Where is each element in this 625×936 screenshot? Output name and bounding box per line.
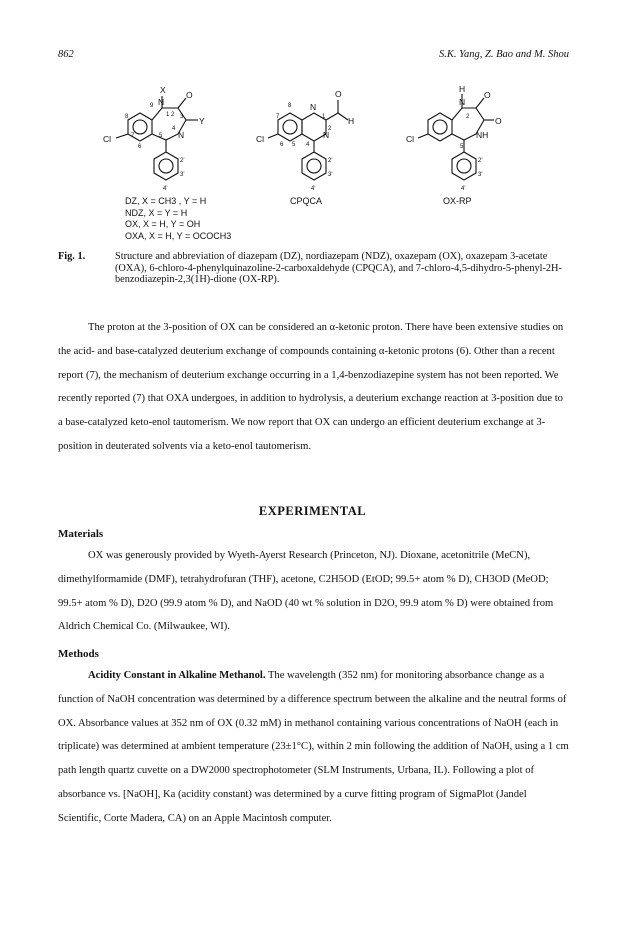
- svg-text:1: 1: [322, 114, 326, 120]
- svg-text:2': 2': [478, 158, 483, 164]
- materials-heading: Materials: [58, 528, 104, 540]
- atom-n-oxrp: N: [459, 97, 466, 107]
- svg-text:4: 4: [172, 126, 176, 132]
- svg-text:4: 4: [306, 142, 310, 148]
- def-dz: DZ, X = CH3 , Y = H: [125, 196, 207, 206]
- atom-nh-oxrp: NH: [476, 130, 489, 140]
- atom-n1-cpqca: N: [310, 102, 317, 112]
- svg-text:4': 4': [461, 186, 466, 192]
- svg-text:4': 4': [163, 186, 168, 192]
- methods-heading: Methods: [58, 648, 99, 660]
- svg-text:6: 6: [280, 142, 284, 148]
- svg-text:3': 3': [180, 172, 185, 178]
- svg-text:6: 6: [138, 144, 142, 150]
- atom-cl: Cl: [103, 134, 112, 144]
- structure-benzodiazepine-atoms: [103, 85, 205, 192]
- chemical-structures: [0, 80, 625, 200]
- label-cpqca: CPQCA: [290, 196, 323, 206]
- structure-benzodiazepine: [116, 96, 198, 180]
- structure-cpqca: [268, 100, 348, 180]
- svg-text:8: 8: [125, 114, 129, 120]
- atom-o2-oxrp: O: [495, 116, 502, 126]
- running-head: S.K. Yang, Z. Bao and M. Shou: [438, 49, 569, 60]
- abbreviation-definitions: [125, 196, 231, 242]
- page-number: 862: [58, 49, 74, 60]
- methods-text: The wavelength (352 nm) for monitoring absorbance change as a function of NaOH concentration was determined by a difference spectrum between the alkaline and the neutral forms of OX. Absorbance values at 352 nm of OX (0.32 mM) in methanol containing various concentrations of NaOH (each in triplicate) was determined at ambient temperature (23±1°C), within 2 min following the addition of NaOH, using a 1 cm path length quartz cuvette on a DW2000 spectrophotometer (SLM Instruments, Urbana, IL). Following a plot of absorbance vs. [NaOH], Ka (acidity constant) was determined by a curve fitting program of SigmaPlot (Jandel Scientific, Corte Madera, CA) on an Apple Macintosh computer.: [58, 670, 569, 824]
- intro-paragraph: The proton at the 3-position of OX can be considered an α-ketonic proton. There have been extensive studies on the acid- and base-catalyzed deuterium exchange of compounds containing α-ketonic protons (6). Other than a recent report (7), the mechanism of deuterium exchange occurring in a 1,4-benzodiazepine system has not been reported. We recently reported (7) that OXA undergoes, in addition to hydrolysis, a deuterium exchange reaction at 3-position due to a base-catalyzed keto-enol tautomerism. We now report that OX can undergo an efficient deuterium exchange at 3-position in deuterated solvents via a keto-enol tautomerism.: [58, 322, 564, 452]
- svg-text:1 2: 1 2: [166, 112, 175, 118]
- svg-text:7: 7: [131, 133, 135, 139]
- atom-y: Y: [199, 116, 205, 126]
- svg-text:5: 5: [460, 144, 464, 150]
- atom-cl-cpqca: Cl: [256, 134, 265, 144]
- section-title-experimental: EXPERIMENTAL: [258, 504, 367, 518]
- figure-label: Fig. 1.: [58, 251, 86, 262]
- def-ox: OX, X = H, Y = OH: [125, 219, 201, 229]
- materials-paragraph: OX was generously provided by Wyeth-Ayerst Research (Princeton, NJ). Dioxane, acetonitrile (MeCN), dimethylformamide (DMF), tetrahydrofuran (THF), acetone, C2H5OD (EtOD; 99.5+ atom % D), CH3OD (MeOD; 99.5+ atom % D), D2O (99.9 atom % D), and NaOD (40 wt % solution in D2O, 99.9 atom % D) were obtained from Aldrich Chemical Co. (Milwaukee, WI).: [58, 550, 554, 633]
- def-ndz: NDZ, X = Y = H: [125, 207, 188, 218]
- atom-h-cpqca: H: [348, 116, 355, 126]
- atom-o: O: [186, 90, 193, 100]
- label-oxrp: OX-RP: [443, 196, 472, 206]
- svg-text:7: 7: [276, 114, 280, 120]
- svg-text:2': 2': [180, 158, 185, 164]
- atom-o1-oxrp: O: [484, 90, 491, 100]
- svg-text:9: 9: [150, 103, 154, 109]
- svg-text:3': 3': [478, 172, 483, 178]
- svg-text:5: 5: [292, 142, 296, 148]
- svg-text:3': 3': [328, 172, 333, 178]
- svg-text:2: 2: [466, 114, 470, 120]
- svg-text:2': 2': [328, 158, 333, 164]
- methods-runin-title: Acidity Constant in Alkaline Methanol.: [88, 670, 266, 681]
- methods-paragraph: [58, 664, 570, 831]
- structure-oxrp-atoms: [406, 84, 502, 192]
- svg-text:3: 3: [180, 114, 184, 120]
- atom-cl-oxrp: Cl: [406, 134, 415, 144]
- atom-n4: N: [178, 130, 185, 140]
- figure-caption-text: Structure and abbreviation of diazepam (DZ), nordiazepam (NDZ), oxazepam (OX), oxazepam 3-acetate (OXA), 6-chloro-4-phenylquinazoline-2-carboxaldehyde (CPQCA), and 7-chloro-4,5-dihydro-5-phenyl-2H-benzodiazepin-2,3(1H)-dione (OX-RP).: [115, 251, 562, 285]
- def-oxa: OXA, X = H, Y = OCOCH3: [125, 230, 232, 241]
- svg-text:5: 5: [159, 133, 163, 139]
- figure-1: [0, 80, 625, 270]
- atom-h-oxrp: H: [459, 84, 466, 94]
- atom-x: X: [160, 85, 166, 95]
- atom-o-cpqca: O: [335, 89, 342, 99]
- svg-text:4': 4': [311, 186, 316, 192]
- atom-n3-cpqca: N: [323, 130, 330, 140]
- atom-n1: N: [158, 97, 165, 107]
- structure-cpqca-atoms: [256, 89, 354, 192]
- svg-text:2: 2: [328, 126, 332, 132]
- svg-text:8: 8: [288, 103, 292, 109]
